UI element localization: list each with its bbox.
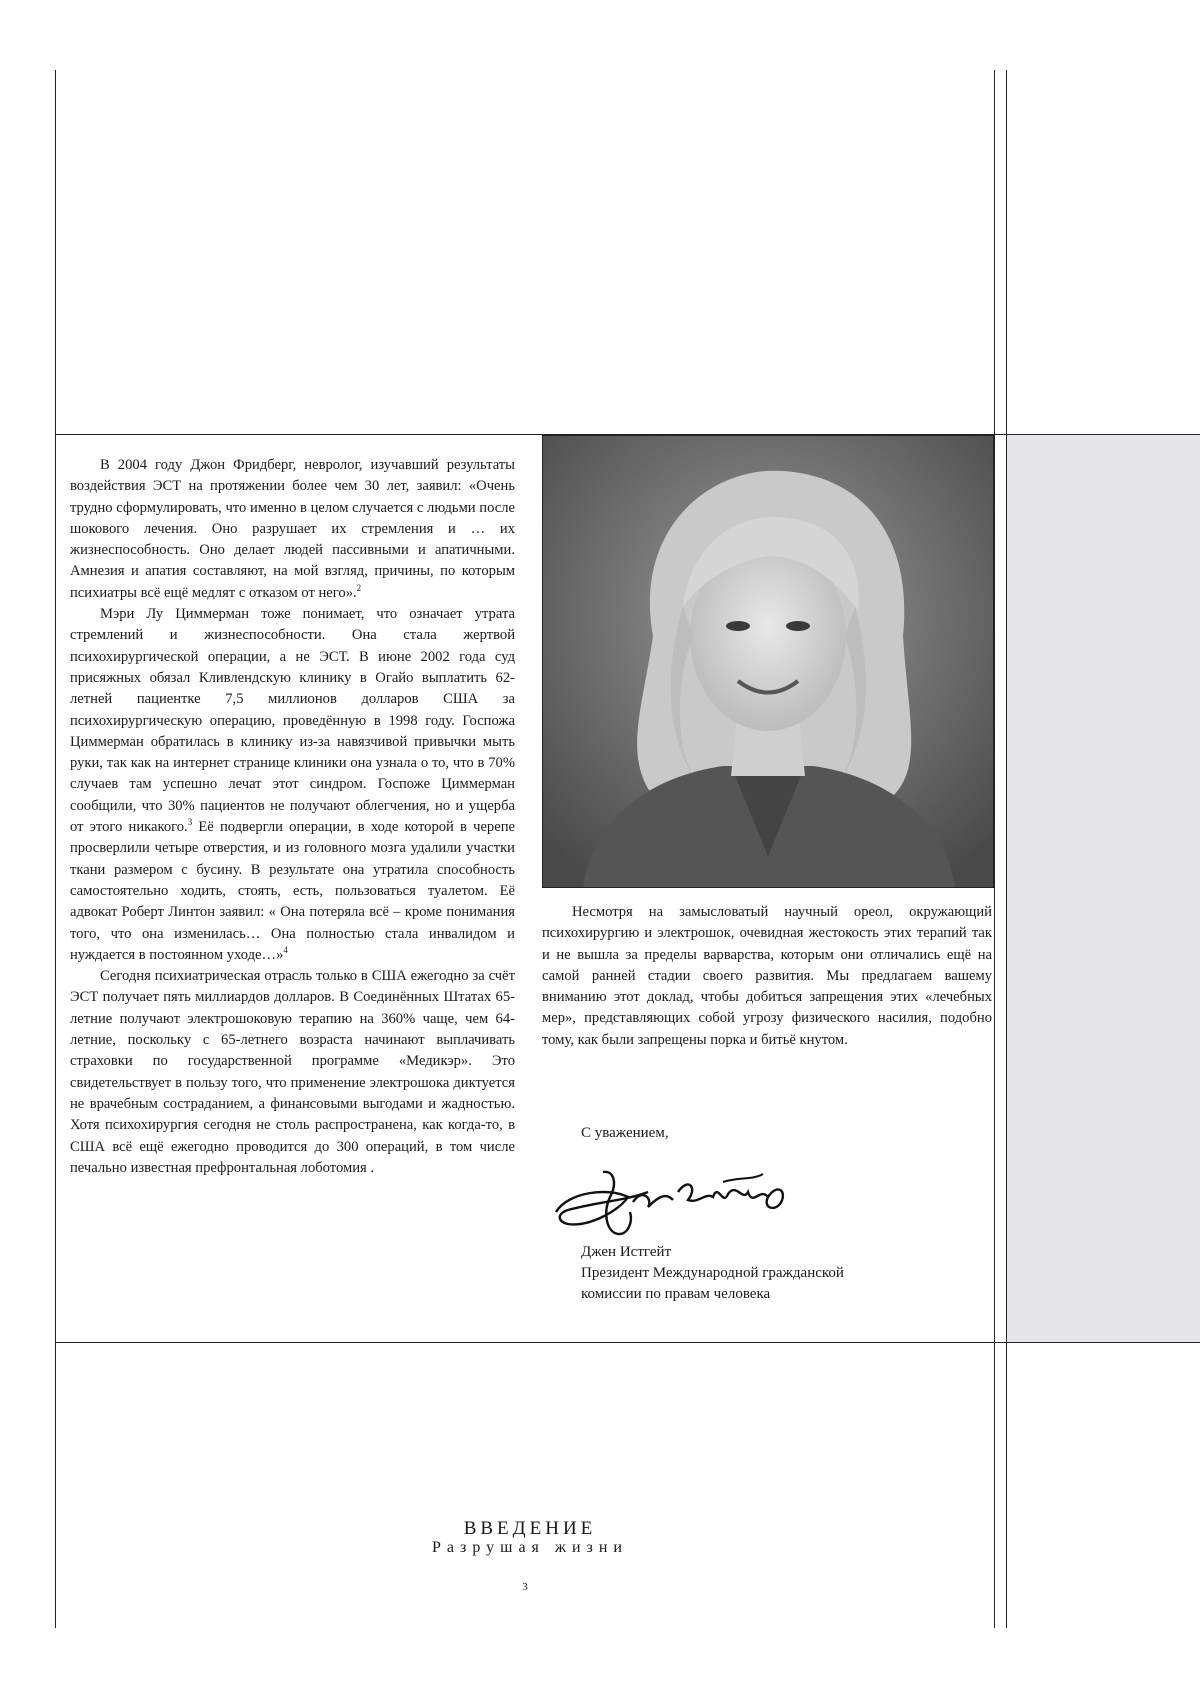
article-left-column (70, 455, 515, 1179)
paragraph-conclusion: Несмотря на замысловатый научный ореол, окружающий психохирургию и электрошок, очевидная жестокость этих терапий так и не вышла за пределы варварства, которым они отличались ещё на самой ранней стадии своего развития. Мы предлагаем вашему вниманию этот доклад, чтобы добиться запрещения этих «лечебных мер», представляющих собой угрозу физического насилия, подобно тому, как были запрещены порка и битьё кнутом. (542, 902, 992, 1051)
signatory-title-line2: комиссии по правам человека (581, 1284, 941, 1305)
paragraph-zimmerman (70, 604, 515, 966)
right-margin-rule-1 (994, 70, 995, 1628)
paragraph-text: Мэри Лу Циммерман тоже понимает, что означает утрата стремлений и жизнеспособности. Она стала жертвой психохирургической операции, а не ЭСТ. В июне 2002 года суд присяжных обязал Кливлендскую клинику в Огайо выплатить 62-летней пациентке 7,5 миллионов долларов США за психохирургическую операцию, проведённую в 1998 году. Госпожа Циммерман обратилась в клинику из-за навязчивой привычки мыть руки, так как на интернет странице клиники она узнала о то, что в 70% случаев там успешно лечат этот синдром. Госпоже Циммерман сообщили, что 30% пациентов не получают облегчения, но и ущерба от этого никакого. (70, 606, 515, 835)
signatory-title-line1: Президент Международной гражданской (581, 1263, 941, 1284)
signatory-block (581, 1242, 941, 1305)
paragraph-industry (70, 966, 515, 1179)
footnote-marker: 3 (188, 817, 193, 827)
page-number: 3 (515, 1581, 535, 1593)
footer-subtitle: Разрушая жизни (330, 1539, 730, 1557)
portrait-illustration (543, 436, 993, 887)
paragraph-text: Сегодня психиатрическая отрасль только в США ежегодно за счёт ЭСТ получает пять миллиардов долларов. В Соединённых Штатах 65-летние получают электрошоковую терапию на 360% чаще, чем 64-летние, поскольку с 65-летнего возраста начинают выплачивать страховки по государственной программе «Медикэр». Это свидетельствует в пользу того, что применение электрошока диктуется не врачебным состраданием, а финансовыми выгодами и жадностью. Хотя психохирургия сегодня не столь распространена, как когда-то, в США всё ещё ежегодно проводится до 300 операций, в том числе печально известная префронтальная лоботомия . (70, 968, 515, 1176)
footer-section-title: ВВЕДЕНИЕ (330, 1518, 730, 1540)
footnote-marker: 4 (283, 945, 288, 955)
portrait-photo (542, 435, 994, 888)
footnote-marker: 2 (357, 583, 362, 593)
bottom-content-rule (55, 1342, 1200, 1343)
paragraph-text: В 2004 году Джон Фридберг, невролог, изучавший результаты воздействия ЭСТ на протяжении более чем 30 лет, заявил: «Очень трудно сформулировать, что именно в целом случается с людьми после шокового лечения. Оно разрушает их стремления и … их жизнеспособность. Оно делает людей пассивными и апатичными. Амнезия и апатия составляют, на мой взгляд, причины, по которым психиатры всё ещё медлят с отказом от него». (70, 457, 515, 601)
handwritten-signature (548, 1152, 818, 1242)
side-panel (1007, 435, 1200, 1342)
signatory-name: Джен Истгейт (581, 1242, 941, 1263)
paragraph-fridberg (70, 455, 515, 604)
left-margin-rule (55, 70, 56, 1628)
closing-greeting: С уважением, (581, 1125, 669, 1142)
article-right-column (542, 902, 992, 1051)
paragraph-text: Её подвергли операции, в ходе которой в черепе просверлили четыре отверстия, и из головного мозга удалили участки ткани размером с бусину. В результате она утратила способность самостоятельно ходить, стоять, есть, пользоваться туалетом. Её адвокат Роберт Линтон заявил: « Она потеряла всё – кроме понимания того, что она изменилась… Она полностью стала инвалидом и нуждается в постоянном уходе…» (70, 819, 515, 963)
